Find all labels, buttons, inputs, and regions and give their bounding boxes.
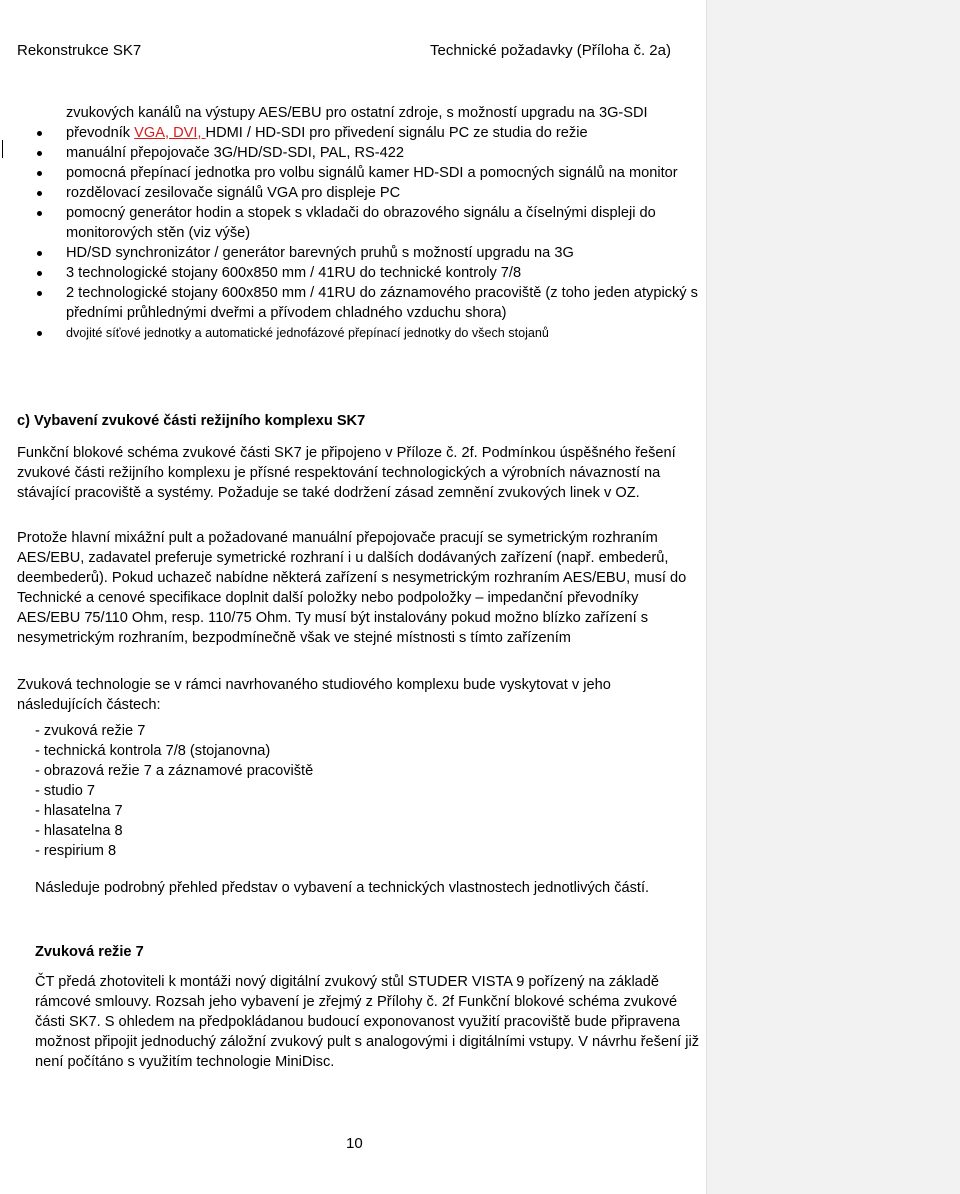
header-left: Rekonstrukce SK7 [17, 42, 142, 59]
list-item-text: 3 technologické stojany 600x850 mm / 41RU do technické kontroly 7/8 [66, 265, 522, 281]
list-item: - zvuková režie 7 [35, 723, 146, 739]
header-right: Technické požadavky (Příloha č. 2a) [430, 42, 671, 59]
list-item-text: HD/SD synchronizátor / generátor barevných pruhů s možností upgradu na 3G [66, 245, 574, 261]
paragraph-block-schema: Funkční blokové schéma zvukové části SK7 je připojeno v Příloze č. 2f. Podmínkou úspěšného řešení zvukové části režijního komplexu je přísné respektování technologických a výrobních návazností na stávající pracoviště a systémy. Požaduje se také dodržení zásad zemnění zvukových linek v OZ. [17, 445, 676, 501]
paragraph-aes-ebu: Protože hlavní mixážní pult a požadované manuální přepojovače pracují se symetrickým rozhraním AES/EBU, zadavatel preferuje symetrické rozhraní i u dalších dodávaných zařízení (např. embederů, deembederů). Pokud uchazeč nabídne některá zařízení s nesymetrickým rozhraním AES/EBU, musí do Technické a cenové specifikace doplnit další položky nebo podpoložky – impedanční převodníky AES/EBU 75/110 Ohm, resp. 110/75 Ohm. Ty musí být instalovány pokud možno blízko zařízení s nesymetrickým rozhraním, bezpodmínečně však ve stejné místnosti s tímto zařízením [17, 530, 687, 646]
list-item-text: převodník [66, 125, 135, 141]
list-item: - technická kontrola 7/8 (stojanovna) [35, 743, 271, 759]
list-item-text: zvukových kanálů na výstupy AES/EBU pro ostatní zdroje, s možností upgradu na 3G-SDI [66, 105, 648, 121]
section-heading: c) Vybavení zvukové části režijního komplexu SK7 [17, 413, 366, 429]
bullet-icon [37, 131, 42, 136]
bullet-icon [37, 151, 42, 156]
tracked-insertion: VGA, DVI, [134, 125, 206, 141]
bullet-icon [37, 171, 42, 176]
list-item-text: HDMI / HD-SDI pro přivedení signálu PC ze studia do režie [205, 125, 588, 141]
list-item: - studio 7 [35, 783, 96, 799]
paragraph-audio-technology: Zvuková technologie se v rámci navrhovaného studiového komplexu bude vyskytovat v jeho následujících částech: [17, 677, 611, 713]
list-item [30, 123, 700, 143]
bullet-icon [37, 191, 42, 196]
list-item [30, 103, 700, 123]
list-item [30, 323, 700, 343]
list-item [30, 183, 700, 203]
list-item [30, 163, 700, 183]
list-item [30, 203, 700, 243]
paragraph-audio-control-room: ČT předá zhotoviteli k montáži nový digitální zvukový stůl STUDER VISTA 9 pořízený na základě rámcové smlouvy. Rozsah jeho vybavení je zřejmý z Přílohy č. 2f Funkční blokové schéma zvukové části SK7. S ohledem na předpokládanou budoucí exponovanost využití pracoviště bude připravena možnost připojit jednoduchý záložní zvukový pult s analogovými i digitálními vstupy. V návrhu řešení již není počítáno s využitím technologie MiniDisc. [35, 974, 700, 1070]
list-item [30, 243, 700, 263]
list-item: - hlasatelna 7 [35, 803, 123, 819]
list-item-text: 2 technologické stojany 600x850 mm / 41RU do záznamového pracoviště (z toho jeden atypický s předními průhlednými dveřmi a přívodem chladného vzduchu shora) [66, 285, 698, 321]
list-item: - respirium 8 [35, 843, 117, 859]
list-item-text: pomocný generátor hodin a stopek s vkladači do obrazového signálu a číselnými displeji do monitorových stěn (viz výše) [66, 205, 656, 241]
list-item [30, 143, 700, 163]
bullet-icon [37, 251, 42, 256]
bullet-icon [37, 291, 42, 296]
list-item-text: manuální přepojovače 3G/HD/SD-SDI, PAL, RS-422 [66, 145, 404, 161]
equipment-bullet-list [30, 103, 700, 343]
revision-change-bar [2, 140, 3, 158]
subsection-heading: Zvuková režie 7 [35, 944, 144, 960]
bullet-icon [37, 211, 42, 216]
list-item [30, 263, 700, 283]
list-item-text: rozdělovací zesilovače signálů VGA pro displeje PC [66, 185, 401, 201]
bullet-icon [37, 331, 42, 336]
list-item: - obrazová režie 7 a záznamové pracoviště [35, 763, 314, 779]
list-item-text: dvojité síťové jednotky a automatické jednofázové přepínací jednotky do všech stojanů [66, 326, 549, 340]
rooms-list [35, 721, 313, 861]
comment-markup-pane [706, 0, 960, 1194]
bullet-icon [37, 271, 42, 276]
list-item [30, 283, 700, 323]
list-item-text: pomocná přepínací jednotka pro volbu signálů kamer HD-SDI a pomocných signálů na monitor [66, 165, 678, 181]
paragraph-overview: Následuje podrobný přehled představ o vybavení a technických vlastnostech jednotlivých částí. [35, 880, 650, 896]
page-number: 10 [346, 1135, 363, 1152]
list-item: - hlasatelna 8 [35, 823, 123, 839]
